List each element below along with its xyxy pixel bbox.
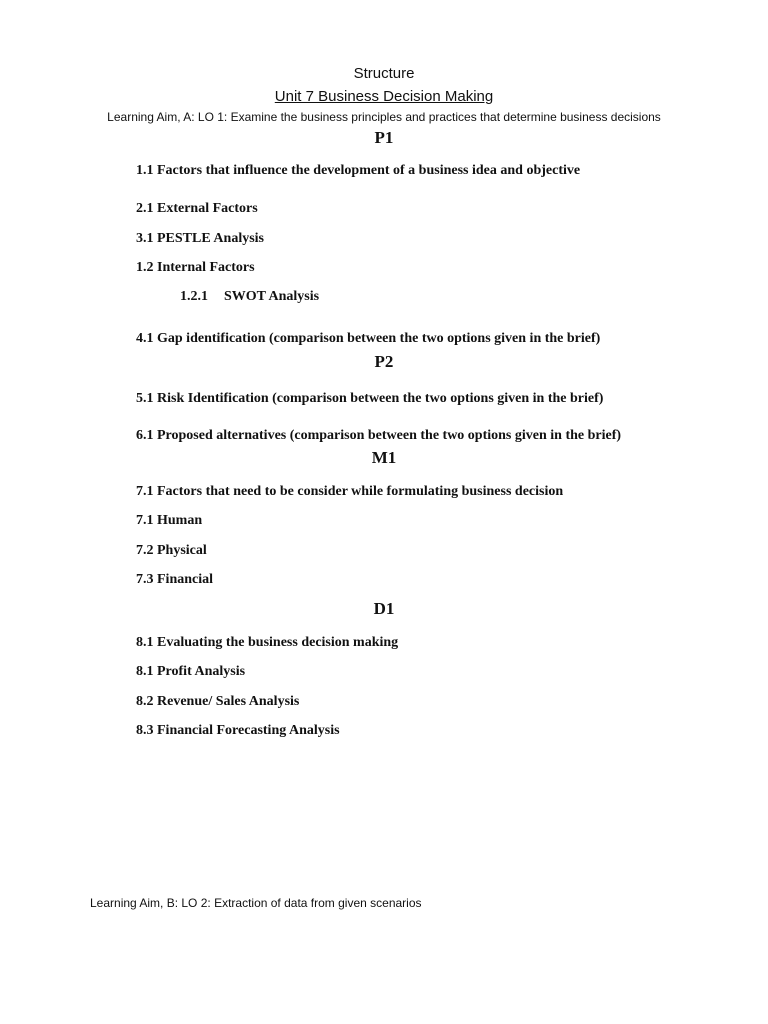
- heading-p1: P1: [374, 128, 394, 147]
- list-item: 3.1 PESTLE Analysis: [136, 231, 264, 246]
- learning-aim-a: Learning Aim, A: LO 1: Examine the business principles and practices that determine business decisions: [107, 110, 661, 124]
- list-item: 7.3 Financial: [136, 572, 214, 587]
- list-item: 8.1 Evaluating the business decision making: [136, 635, 399, 650]
- list-item: 7.1 Factors that need to be consider while formulating business decision: [136, 484, 564, 499]
- list-item: 1.1 Factors that influence the development of a business idea and objective: [136, 163, 581, 178]
- list-item: 8.3 Financial Forecasting Analysis: [136, 723, 340, 738]
- heading-m1: M1: [371, 448, 397, 467]
- list-item: 2.1 External Factors: [136, 201, 258, 216]
- heading-p2: P2: [374, 352, 394, 371]
- list-item: 5.1 Risk Identification (comparison between the two options given in the brief): [136, 391, 604, 406]
- list-item: 7.2 Physical: [136, 543, 207, 558]
- learning-aim-b: Learning Aim, B: LO 2: Extraction of data from given scenarios: [90, 896, 422, 910]
- list-item: 1.2 Internal Factors: [136, 260, 255, 275]
- document-title: Structure: [353, 65, 415, 82]
- list-item: 8.2 Revenue/ Sales Analysis: [136, 694, 300, 709]
- unit-title: Unit 7 Business Decision Making: [274, 88, 494, 105]
- sub-item-number: 1.2.1: [180, 289, 208, 304]
- list-item: 6.1 Proposed alternatives (comparison between the two options given in the brief): [136, 428, 622, 443]
- sub-item-label: SWOT Analysis: [224, 289, 320, 304]
- list-item: 8.1 Profit Analysis: [136, 664, 246, 679]
- list-item: 4.1 Gap identification (comparison between the two options given in the brief): [136, 331, 601, 346]
- heading-d1: D1: [373, 599, 395, 618]
- list-item: 7.1 Human: [136, 513, 203, 528]
- sub-list-item: [180, 289, 319, 305]
